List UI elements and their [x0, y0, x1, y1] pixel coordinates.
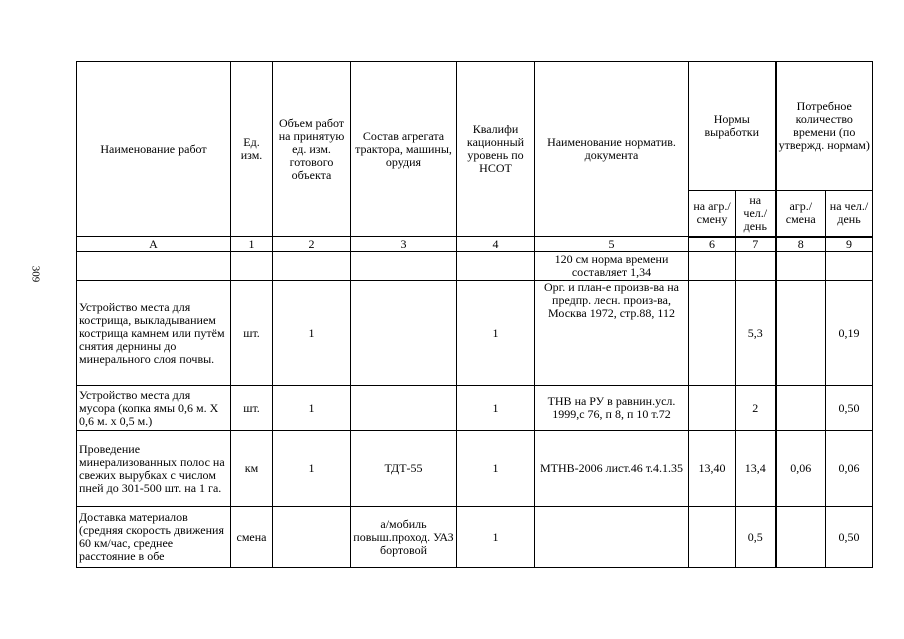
output-per-unit-shift: 13,40 [689, 431, 736, 507]
time-per-person-day: 0,19 [826, 281, 873, 386]
unit: км [231, 431, 273, 507]
output-per-person-day: 0,5 [736, 507, 776, 568]
qualification: 1 [457, 386, 535, 431]
output-per-unit-shift [689, 281, 736, 386]
work-name: Устройство места для кострища, выкладыванием кострища камнем или путём снятия дернины до минерального слоя почвы. [77, 281, 231, 386]
volume [273, 252, 351, 281]
time-per-unit-shift [776, 252, 826, 281]
tractor: ТДТ-55 [351, 431, 457, 507]
output-per-person-day: 5,3 [736, 281, 776, 386]
time-per-unit-shift [776, 281, 826, 386]
tractor [351, 281, 457, 386]
norms-table [76, 61, 873, 568]
output-per-unit-shift [689, 252, 736, 281]
time-per-person-day: 0,50 [826, 507, 873, 568]
tractor [351, 386, 457, 431]
tractor [351, 252, 457, 281]
index-cell: 1 [231, 237, 273, 252]
header-norm-doc: Наименование норматив. документа [535, 62, 689, 237]
volume: 1 [273, 281, 351, 386]
index-cell: А [77, 237, 231, 252]
output-per-person-day [736, 252, 776, 281]
work-name [77, 252, 231, 281]
header-tractor: Состав агрегата трактора, машины, орудия [351, 62, 457, 237]
index-cell: 5 [535, 237, 689, 252]
output-per-unit-shift [689, 507, 736, 568]
header-name: Наименование работ [77, 62, 231, 237]
work-name: Устройство места для мусора (копка ямы 0,6 м. Х 0,6 м. х 0,5 м.) [77, 386, 231, 431]
header-output-norms: Нормы выработки [689, 62, 776, 191]
time-per-unit-shift [776, 507, 826, 568]
qualification: 1 [457, 507, 535, 568]
header-row-1 [77, 62, 873, 191]
volume: 1 [273, 386, 351, 431]
work-name: Проведение минерализованных полос на свежих вырубках с числом пней до 301-500 шт. на 1 га. [77, 431, 231, 507]
volume: 1 [273, 431, 351, 507]
table-row [77, 386, 873, 431]
column-index-row [77, 237, 873, 252]
norm-doc: 120 см норма времени составляет 1,34 [535, 252, 689, 281]
output-per-person-day: 2 [736, 386, 776, 431]
header-unit: Ед. изм. [231, 62, 273, 237]
page-number: 309 [29, 265, 42, 283]
time-per-person-day: 0,50 [826, 386, 873, 431]
index-cell: 4 [457, 237, 535, 252]
header-time-needed: Потребное количество времени (по утвержд. нормам) [776, 62, 873, 191]
tractor: а/мобиль повыш.проход. УАЗ бортовой [351, 507, 457, 568]
table-row [77, 252, 873, 281]
header-output-per-person-day: на чел./ день [736, 191, 776, 237]
header-time-per-unit-shift: агр./ смена [776, 191, 826, 237]
time-per-person-day [826, 252, 873, 281]
index-cell: 3 [351, 237, 457, 252]
header-output-per-unit-shift: на агр./ смену [689, 191, 736, 237]
output-per-person-day: 13,4 [736, 431, 776, 507]
time-per-unit-shift [776, 386, 826, 431]
time-per-person-day: 0,06 [826, 431, 873, 507]
unit: шт. [231, 281, 273, 386]
table-row [77, 507, 873, 568]
unit: смена [231, 507, 273, 568]
time-per-unit-shift: 0,06 [776, 431, 826, 507]
unit: шт. [231, 386, 273, 431]
output-per-unit-shift [689, 386, 736, 431]
header-time-per-person-day: на чел./ день [826, 191, 873, 237]
norm-doc: Орг. и план-е произв-ва на предпр. лесн. произ-ва, Москва 1972, стр.88, 112 [535, 281, 689, 386]
work-name: Доставка материалов (средняя скорость движения 60 км/час, среднее расстояние в обе [77, 507, 231, 568]
header-volume: Объем работ на принятую ед. изм. готового объекта [273, 62, 351, 237]
table-row [77, 281, 873, 386]
norm-doc [535, 507, 689, 568]
qualification: 1 [457, 281, 535, 386]
qualification [457, 252, 535, 281]
header-qualification: Квалифи кационный уровень по НСОТ [457, 62, 535, 237]
qualification: 1 [457, 431, 535, 507]
unit [231, 252, 273, 281]
norm-doc: ТНВ на РУ в равнин.усл. 1999,с 76, п 8, п 10 т.72 [535, 386, 689, 431]
volume [273, 507, 351, 568]
index-cell: 6 [689, 237, 736, 252]
index-cell: 2 [273, 237, 351, 252]
index-cell: 9 [826, 237, 873, 252]
norm-doc: МТНВ-2006 лист.46 т.4.1.35 [535, 431, 689, 507]
index-cell: 7 [736, 237, 776, 252]
table-row [77, 431, 873, 507]
index-cell: 8 [776, 237, 826, 252]
